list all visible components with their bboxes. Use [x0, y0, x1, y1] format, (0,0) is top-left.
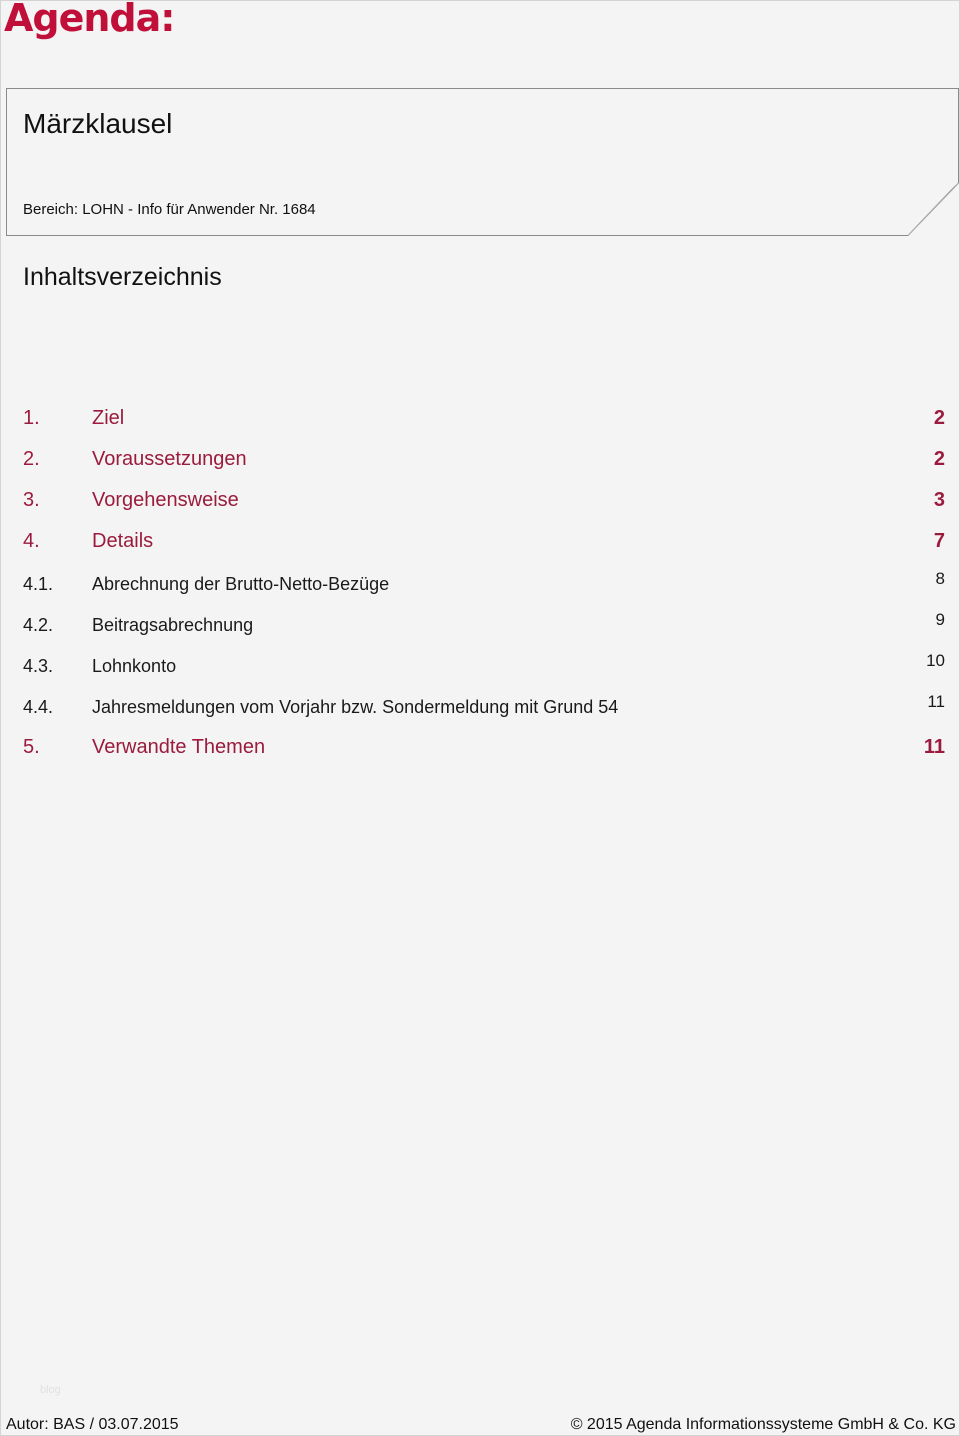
footer-copyright: © 2015 Agenda Informationssysteme GmbH & Co. KG	[570, 1416, 956, 1433]
document-subtitle: Bereich: LOHN - Info für Anwender Nr. 1684	[23, 201, 316, 218]
toc-entry-number: 3.	[23, 489, 40, 511]
toc-entry-number: 4.2.	[23, 615, 54, 635]
toc-subentry[interactable]	[0, 692, 960, 725]
toc-entry-label[interactable]: Beitragsabrechnung	[92, 615, 254, 635]
toc-entry-page: 11	[923, 736, 945, 758]
toc-entry-label[interactable]: Details	[92, 530, 154, 552]
toc-entry-number: 4.	[23, 530, 40, 552]
toc-subentry[interactable]	[0, 569, 960, 602]
agenda-logo: Agenda:	[4, 0, 175, 40]
toc-entry-number: 2.	[23, 448, 40, 470]
toc-entry-label[interactable]: Jahresmeldungen vom Vorjahr bzw. Sondermeldung mit Grund 54	[92, 697, 619, 717]
toc-entry-label[interactable]: Voraussetzungen	[92, 448, 247, 470]
toc-entry-label[interactable]: Ziel	[92, 407, 125, 429]
toc-entry-page: 8	[935, 569, 945, 588]
toc-entry-number: 4.4.	[23, 697, 54, 717]
document-title: Märzklausel	[23, 108, 173, 139]
toc-entry-label[interactable]: Abrechnung der Brutto-Netto-Bezüge	[92, 574, 390, 594]
watermark-text: blog	[40, 1384, 61, 1396]
toc-entry-page: 10	[926, 651, 945, 670]
toc-entry-page: 2	[933, 407, 945, 429]
toc-entry-page: 2	[933, 448, 945, 470]
toc-entry-number: 1.	[23, 407, 40, 429]
toc-subentry[interactable]	[0, 610, 960, 643]
toc-entry[interactable]	[0, 736, 960, 766]
toc-entry-label[interactable]: Verwandte Themen	[92, 736, 266, 758]
toc-entry-number: 4.3.	[23, 656, 54, 676]
toc-entry[interactable]	[0, 489, 960, 519]
toc-entry-label[interactable]: Vorgehensweise	[92, 489, 239, 511]
toc-entry-page: 9	[935, 610, 945, 629]
toc-subentry[interactable]	[0, 651, 960, 684]
toc-entry[interactable]	[0, 407, 960, 437]
toc-entry-page: 11	[927, 692, 945, 711]
toc-entry-label[interactable]: Lohnkonto	[92, 656, 177, 676]
toc-entry[interactable]	[0, 530, 960, 560]
footer-author: Autor: BAS / 03.07.2015	[6, 1416, 179, 1433]
toc-entry-number: 5.	[23, 736, 40, 758]
toc-entry-page: 7	[933, 530, 945, 552]
toc-entry-page: 3	[933, 489, 945, 511]
toc-heading: Inhaltsverzeichnis	[23, 263, 222, 291]
toc-entry-number: 4.1.	[23, 574, 54, 594]
toc-entry[interactable]	[0, 448, 960, 478]
